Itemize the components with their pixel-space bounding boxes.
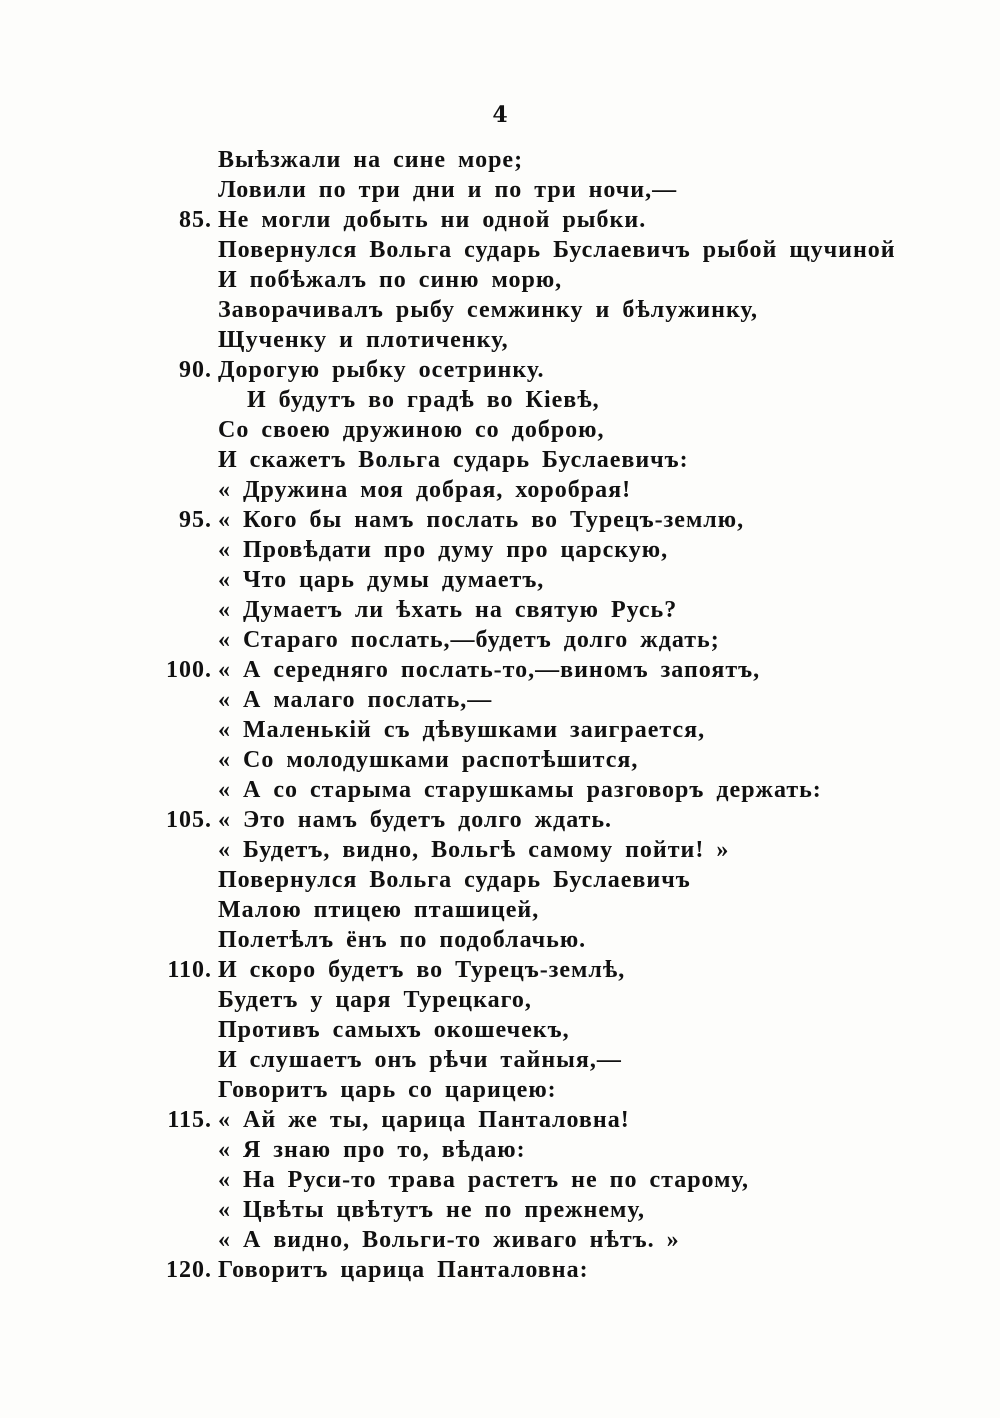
verse-text: « А середняго послать-то,—виномъ запоятъ, xyxy=(218,657,761,683)
verse-line xyxy=(0,715,1000,745)
line-number: 100. xyxy=(166,657,212,683)
verse-line xyxy=(0,565,1000,595)
line-number: 90. xyxy=(179,357,212,383)
verse-line xyxy=(0,625,1000,655)
verse-line xyxy=(0,835,1000,865)
verse-text: « Провѣдати про думу про царскую, xyxy=(218,537,669,563)
verse-text: « Я знаю про то, вѣдаю: xyxy=(218,1137,526,1163)
verse-text: И скоро будетъ во Турецъ-землѣ, xyxy=(218,957,626,983)
verse-text: « А видно, Вольги-то живаго нѣтъ. » xyxy=(218,1227,680,1253)
verse-line xyxy=(0,505,1000,535)
verse-text: Выѣзжали на сине море; xyxy=(218,147,524,173)
verse-line xyxy=(0,865,1000,895)
verse-text: Ловили по три дни и по три ночи,— xyxy=(218,177,678,203)
verse-line xyxy=(0,175,1000,205)
verse-line xyxy=(0,985,1000,1015)
verse-text: « На Руси-то трава растетъ не по старому, xyxy=(218,1167,750,1193)
verse-text: Полетѣлъ ёнъ по подоблачью. xyxy=(218,927,587,953)
verse-line xyxy=(0,1165,1000,1195)
verse-line xyxy=(0,1015,1000,1045)
line-number: 120. xyxy=(166,1257,212,1283)
verse-line xyxy=(0,805,1000,835)
verse-line xyxy=(0,925,1000,955)
verse-line xyxy=(0,1135,1000,1165)
line-number: 95. xyxy=(179,507,212,533)
verse-line xyxy=(0,295,1000,325)
verse-line xyxy=(0,1195,1000,1225)
verse-text: И побѣжалъ по синю морю, xyxy=(218,267,563,293)
verse-line xyxy=(0,955,1000,985)
verse-line xyxy=(0,1075,1000,1105)
line-number: 110. xyxy=(167,957,212,983)
verse-text: « Стараго послать,—будетъ долго ждать; xyxy=(218,627,720,653)
verse-text: « Это намъ будетъ долго ждать. xyxy=(218,807,613,833)
verse-text: Повернулся Вольга сударь Буслаевичъ рыбой щучиной xyxy=(218,237,896,263)
verse-line xyxy=(0,235,1000,265)
line-number: 85. xyxy=(179,207,212,233)
verse-text: Заворачивалъ рыбу семжинку и бѣлужинку, xyxy=(218,297,759,323)
verse-text: « Будетъ, видно, Вольгѣ самому пойти! » xyxy=(218,837,730,863)
verse-text: « Дружина моя добрая, хоробрая! xyxy=(218,477,632,503)
verse-line xyxy=(0,595,1000,625)
verse-text: « Со молодушками распотѣшится, xyxy=(218,747,639,773)
page-number: 4 xyxy=(492,102,508,128)
verse-line xyxy=(0,1045,1000,1075)
verse-line xyxy=(0,205,1000,235)
verse-text: Будетъ у царя Турецкаго, xyxy=(218,987,532,1013)
verse-text: Дорогую рыбку осетринку. xyxy=(218,357,545,383)
verse-line xyxy=(0,445,1000,475)
verse-line xyxy=(0,685,1000,715)
verse-text: « Цвѣты цвѣтутъ не по прежнему, xyxy=(218,1197,645,1223)
verse-text: Со своею дружиною со доброю, xyxy=(218,417,605,443)
verse-text: « Думаетъ ли ѣхать на святую Русь? xyxy=(218,597,678,623)
verse-line xyxy=(0,265,1000,295)
verse-line xyxy=(0,355,1000,385)
verse-line xyxy=(0,1105,1000,1135)
verse-line xyxy=(0,325,1000,355)
verse-text: Щученку и плотиченку, xyxy=(218,327,509,353)
verse-text: Малою птицею пташицей, xyxy=(218,897,540,923)
verse-line xyxy=(0,145,1000,175)
verse-text: Говоритъ царица Панталовна: xyxy=(218,1257,589,1283)
verse-text: « Что царь думы думаетъ, xyxy=(218,567,545,593)
verse-line xyxy=(0,745,1000,775)
verse-text: « Ай же ты, царица Панталовна! xyxy=(218,1107,630,1133)
verse-text: И скажетъ Вольга сударь Буслаевичъ: xyxy=(218,447,689,473)
verse-text: Противъ самыхъ окошечекъ, xyxy=(218,1017,570,1043)
line-number: 105. xyxy=(166,807,212,833)
verse-text: И будутъ во градѣ во Кіевѣ, xyxy=(247,387,600,413)
verse-text: И слушаетъ онъ рѣчи тайныя,— xyxy=(218,1047,622,1073)
verse-text: Повернулся Вольга сударь Буслаевичъ xyxy=(218,867,691,893)
verse-line xyxy=(0,895,1000,925)
verse-text: « Маленькій съ дѣвушками заиграется, xyxy=(218,717,706,743)
verse-line xyxy=(0,415,1000,445)
verse-text: Говоритъ царь со царицею: xyxy=(218,1077,557,1103)
verse-text: « А малаго послать,— xyxy=(218,687,493,713)
verse-line xyxy=(0,535,1000,565)
verse-text: « А со старыма старушкамы разговоръ держать: xyxy=(218,777,822,803)
verse-line xyxy=(0,475,1000,505)
verse-line xyxy=(0,1225,1000,1255)
verse-text: « Кого бы намъ послать во Турецъ-землю, xyxy=(218,507,745,533)
verse-text: Не могли добыть ни одной рыбки. xyxy=(218,207,647,233)
verse-line xyxy=(0,775,1000,805)
verse-line xyxy=(0,655,1000,685)
line-number: 115. xyxy=(167,1107,212,1133)
verse-line xyxy=(0,1255,1000,1285)
verse-line xyxy=(0,385,1000,415)
